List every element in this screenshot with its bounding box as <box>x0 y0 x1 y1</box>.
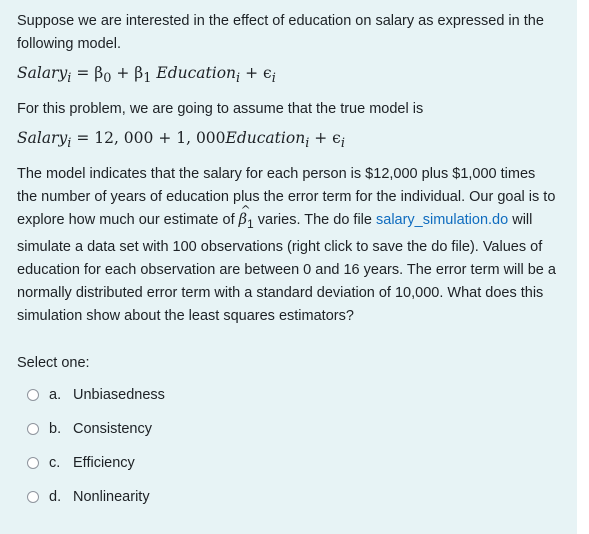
true-model-intro: For this problem, we are going to assume that the true model is <box>17 101 424 118</box>
option-label-c[interactable]: Efficiency <box>73 455 135 472</box>
question-body <box>17 163 557 328</box>
option-label-d[interactable]: Nonlinearity <box>73 489 150 506</box>
option-letter-b: b. <box>49 421 62 438</box>
option-letter-a: a. <box>49 387 62 404</box>
eq-beta1-sub: 1 <box>143 71 152 87</box>
true-eq-salary: Salary <box>17 129 68 148</box>
general-model-equation <box>17 62 577 90</box>
true-eq-sub-i-3: i <box>340 136 345 152</box>
eq-sub-i-3: i <box>271 71 276 87</box>
answer-option-d[interactable] <box>17 480 577 514</box>
body-text-2: varies. The do file <box>253 212 376 229</box>
beta-hat-symbol: β <box>238 212 248 229</box>
beta-hat-sub: 1 <box>247 217 254 232</box>
true-eq-coefficients: = 12, 000 + 1, 000 <box>76 129 226 148</box>
body-text-1: The model indicates that the salary for each person is $12,000 plus $1,000 times the number of years of education plus the error term for the individual. Our goal is to explore how much our estimate of <box>17 166 556 229</box>
do-file-link[interactable]: salary_simulation.do <box>376 212 509 229</box>
radio-button-b[interactable] <box>27 423 39 435</box>
beta-hat <box>239 209 247 232</box>
body-text-3: will simulate a data set with 100 observations (right click to save the do file). Values of education for each observation are between 0 and 16 years. The error term will be a normally distributed error term with a standard deviation of 10,000. What does this simulation show about the least squares estimators? <box>17 212 556 325</box>
option-label-a[interactable]: Unbiasedness <box>73 387 165 404</box>
radio-button-a[interactable] <box>27 389 39 401</box>
eq-sub-i: i <box>67 71 72 87</box>
true-eq-error: + ϵ <box>309 129 341 148</box>
eq-error: + ϵ <box>240 64 272 82</box>
option-label-b[interactable]: Consistency <box>73 421 152 438</box>
select-one-label: Select one: <box>17 355 90 372</box>
option-letter-d: d. <box>49 489 62 506</box>
option-letter-c: c. <box>49 455 61 472</box>
eq-sub-i-2: i <box>236 71 241 87</box>
eq-beta0-sub: 0 <box>103 71 112 87</box>
true-eq-sub-i: i <box>67 136 72 152</box>
radio-button-d[interactable] <box>27 491 39 503</box>
eq-beta1: + β <box>111 64 144 82</box>
answer-option-b[interactable] <box>17 412 577 446</box>
radio-button-c[interactable] <box>27 457 39 469</box>
true-eq-sub-i-2: i <box>305 136 310 152</box>
question-intro: Suppose we are interested in the effect of education on salary as expressed in the following model. <box>17 13 544 52</box>
answer-option-c[interactable] <box>17 446 577 480</box>
true-model-equation <box>17 127 577 155</box>
answer-option-a[interactable] <box>17 378 577 412</box>
eq-salary: Salary <box>17 64 68 82</box>
eq-education: Education <box>156 64 237 82</box>
true-eq-education: Education <box>225 129 306 148</box>
eq-beta0: = β <box>76 64 104 82</box>
